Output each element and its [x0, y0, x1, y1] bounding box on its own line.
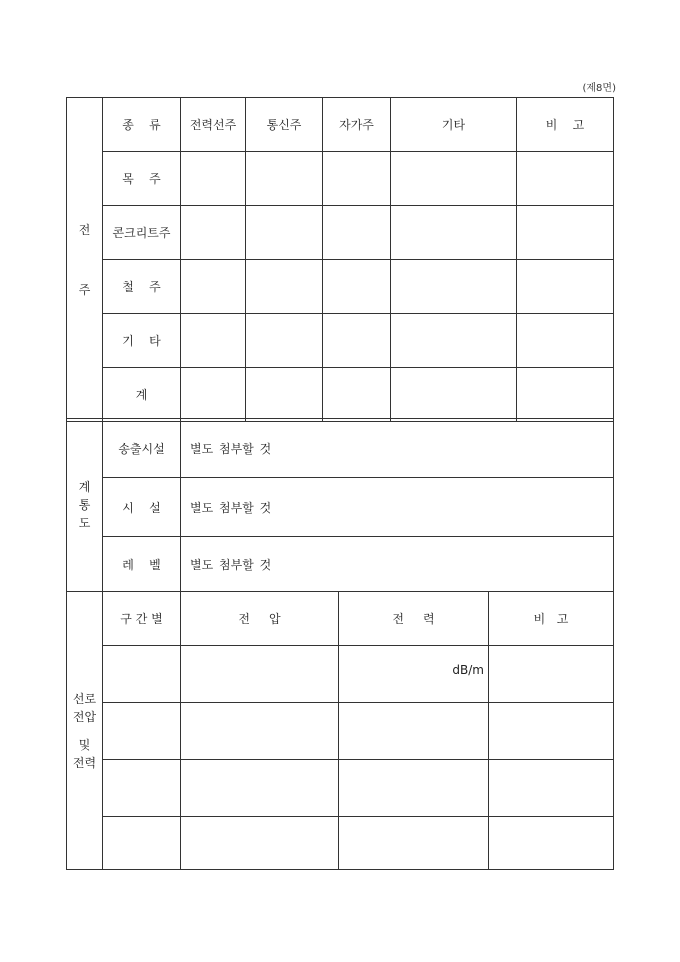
cell-input[interactable]	[517, 314, 614, 368]
table-row	[67, 703, 614, 760]
table-row	[67, 314, 614, 368]
table-row	[67, 478, 614, 537]
cell-input[interactable]	[391, 368, 517, 422]
row-label-level: 레 벨	[103, 537, 181, 592]
pole-side-char-2: 주	[78, 282, 91, 297]
header-line-remarks: 비 고	[489, 592, 614, 646]
table-row	[67, 817, 614, 870]
cell-input[interactable]	[391, 314, 517, 368]
cell-input[interactable]	[181, 206, 246, 260]
table-row	[67, 537, 614, 592]
line-side-text-4: 전력	[72, 755, 97, 770]
cell-input[interactable]	[489, 646, 614, 703]
header-remarks: 비 고	[517, 98, 614, 152]
attach-note: 별도 첨부할 것	[181, 537, 614, 592]
cell-input[interactable]	[246, 314, 323, 368]
page-number: (제8면)	[582, 83, 616, 94]
table-row	[67, 419, 614, 478]
cell-input[interactable]	[391, 260, 517, 314]
line-side-text-2: 전압	[72, 709, 97, 724]
diagram-side-char-3: 도	[78, 516, 91, 530]
cell-input[interactable]	[489, 760, 614, 817]
table-row	[67, 368, 614, 422]
cell-input[interactable]	[339, 760, 489, 817]
cell-input[interactable]	[339, 703, 489, 760]
cell-input[interactable]	[323, 314, 391, 368]
cell-input[interactable]	[323, 260, 391, 314]
cell-input[interactable]	[339, 817, 489, 870]
pole-side-label	[67, 98, 103, 422]
diagram-side-char-2: 통	[78, 498, 91, 512]
row-label-total: 계	[103, 368, 181, 422]
cell-input[interactable]	[181, 817, 339, 870]
table-row	[67, 260, 614, 314]
cell-input[interactable]	[246, 206, 323, 260]
pole-table	[66, 97, 614, 422]
cell-input[interactable]	[246, 152, 323, 206]
cell-input[interactable]	[246, 260, 323, 314]
row-label-facility: 시 설	[103, 478, 181, 537]
cell-input[interactable]	[391, 206, 517, 260]
line-side-text-3: 및	[78, 737, 91, 752]
cell-input[interactable]	[103, 760, 181, 817]
header-section: 구 간 별	[103, 592, 181, 646]
cell-input[interactable]	[517, 368, 614, 422]
cell-input[interactable]	[181, 314, 246, 368]
attach-note: 별도 첨부할 것	[181, 419, 614, 478]
table-row	[67, 206, 614, 260]
cell-input[interactable]	[181, 703, 339, 760]
header-type: 종 류	[103, 98, 181, 152]
unit-label: dB/m	[339, 646, 489, 703]
row-label-wood: 목 주	[103, 152, 181, 206]
table-row	[67, 646, 614, 703]
cell-input[interactable]	[181, 646, 339, 703]
cell-input[interactable]	[517, 206, 614, 260]
cell-input[interactable]	[517, 260, 614, 314]
row-label-concrete: 콘크리트주	[103, 206, 181, 260]
cell-input[interactable]	[181, 368, 246, 422]
cell-input[interactable]	[517, 152, 614, 206]
attach-note: 별도 첨부할 것	[181, 478, 614, 537]
cell-input[interactable]	[103, 646, 181, 703]
row-label-transmit: 송출시설	[103, 419, 181, 478]
cell-input[interactable]	[181, 260, 246, 314]
line-side-text-1: 선로	[72, 691, 97, 706]
header-power: 전 력	[339, 592, 489, 646]
row-label-other: 기 타	[103, 314, 181, 368]
line-side-label	[67, 592, 103, 870]
diagram-side-label	[67, 419, 103, 592]
row-label-steel: 철 주	[103, 260, 181, 314]
table-row	[67, 152, 614, 206]
header-other: 기타	[391, 98, 517, 152]
header-own-pole: 자가주	[323, 98, 391, 152]
header-voltage: 전 압	[181, 592, 339, 646]
diagram-side-char-1: 계	[78, 480, 91, 494]
cell-input[interactable]	[181, 760, 339, 817]
cell-input[interactable]	[323, 206, 391, 260]
cell-input[interactable]	[323, 368, 391, 422]
cell-input[interactable]	[246, 368, 323, 422]
cell-input[interactable]	[489, 703, 614, 760]
cell-input[interactable]	[103, 703, 181, 760]
header-telecom-pole: 통신주	[246, 98, 323, 152]
line-table	[66, 591, 614, 870]
cell-input[interactable]	[489, 817, 614, 870]
table-row	[67, 760, 614, 817]
pole-side-char-1: 전	[78, 222, 91, 237]
header-power-pole: 전력선주	[181, 98, 246, 152]
cell-input[interactable]	[181, 152, 246, 206]
diagram-table	[66, 418, 614, 592]
cell-input[interactable]	[323, 152, 391, 206]
cell-input[interactable]	[391, 152, 517, 206]
cell-input[interactable]	[103, 817, 181, 870]
